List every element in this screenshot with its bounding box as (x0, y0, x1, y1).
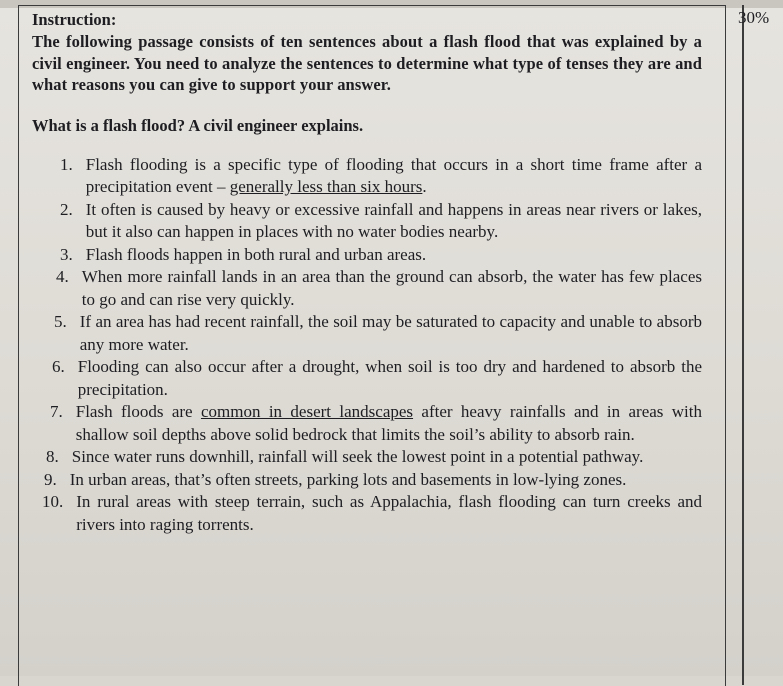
sentence-number: 1. (60, 154, 73, 174)
sentence-number: 3. (60, 244, 73, 264)
sentence-item (60, 154, 702, 199)
sentence-text: It often is caused by heavy or excessive rainfall and happens in areas near rivers or lakes, but it also can happen in places with no water bodies nearby. (85, 199, 702, 241)
sentence-number: 9. (44, 469, 57, 489)
sentence-item (56, 266, 702, 311)
sentence-item (60, 244, 702, 267)
sentence-text: Flash floods are common in desert landscapes after heavy rainfalls and in areas with shallow soil depths above solid bedrock that limits the soil’s ability to absorb rain. (75, 402, 702, 444)
question-content (32, 10, 702, 536)
sentence-text: If an area has had recent rainfall, the soil may be saturated to capacity and unable to absorb any more water. (79, 312, 702, 354)
sentence-text: In urban areas, that’s often streets, parking lots and basements in low-lying zones. (69, 469, 627, 489)
sentence-number: 7. (50, 402, 63, 421)
instruction-label: Instruction: (32, 10, 117, 29)
sentence-item (46, 446, 702, 469)
sentence-number: 6. (52, 357, 65, 376)
sentence-text: Since water runs downhill, rainfall will seek the lowest point in a potential pathway. (71, 447, 644, 466)
sentence-list (32, 154, 702, 537)
sentence-item (60, 199, 702, 244)
score-column-divider (742, 5, 744, 685)
sentence-item (54, 311, 702, 356)
underlined-phrase: generally less than six hours (229, 177, 423, 196)
sentence-number: 8. (46, 447, 59, 466)
sentence-number: 4. (56, 267, 69, 286)
sentence-item (44, 469, 702, 492)
sentence-item (42, 491, 702, 536)
sentence-text: When more rainfall lands in an area than the ground can absorb, the water has few places to go and can rise very quickly. (81, 267, 702, 309)
sentence-item (50, 401, 702, 446)
sentence-number: 5. (54, 312, 67, 331)
passage-title: What is a flash flood? A civil engineer explains. (32, 115, 364, 135)
sentence-text: Flash floods happen in both rural and urban areas. (85, 244, 427, 264)
sentence-text: Flooding can also occur after a drought, when soil is too dry and hardened to absorb the precipitation. (77, 357, 702, 399)
sentence-text: In rural areas with steep terrain, such as Appalachia, flash flooding can turn creeks and rivers into raging torrents. (76, 492, 702, 534)
sentence-text: Flash flooding is a specific type of flooding that occurs in a short time frame after a precipitation event – generally less than six hours. (85, 154, 702, 196)
score-weight: 30% (738, 8, 770, 27)
sentence-number: 2. (60, 199, 73, 219)
sentence-number: 10. (42, 492, 64, 511)
sentence-item (52, 356, 702, 401)
underlined-phrase: common in desert landscapes (200, 402, 414, 421)
instruction-text: The following passage consists of ten sentences about a flash flood that was explained by a civil engineer. You need to analyze the sentences to determine what type of tenses they are and what reasons you can give to support your answer. (32, 32, 702, 94)
